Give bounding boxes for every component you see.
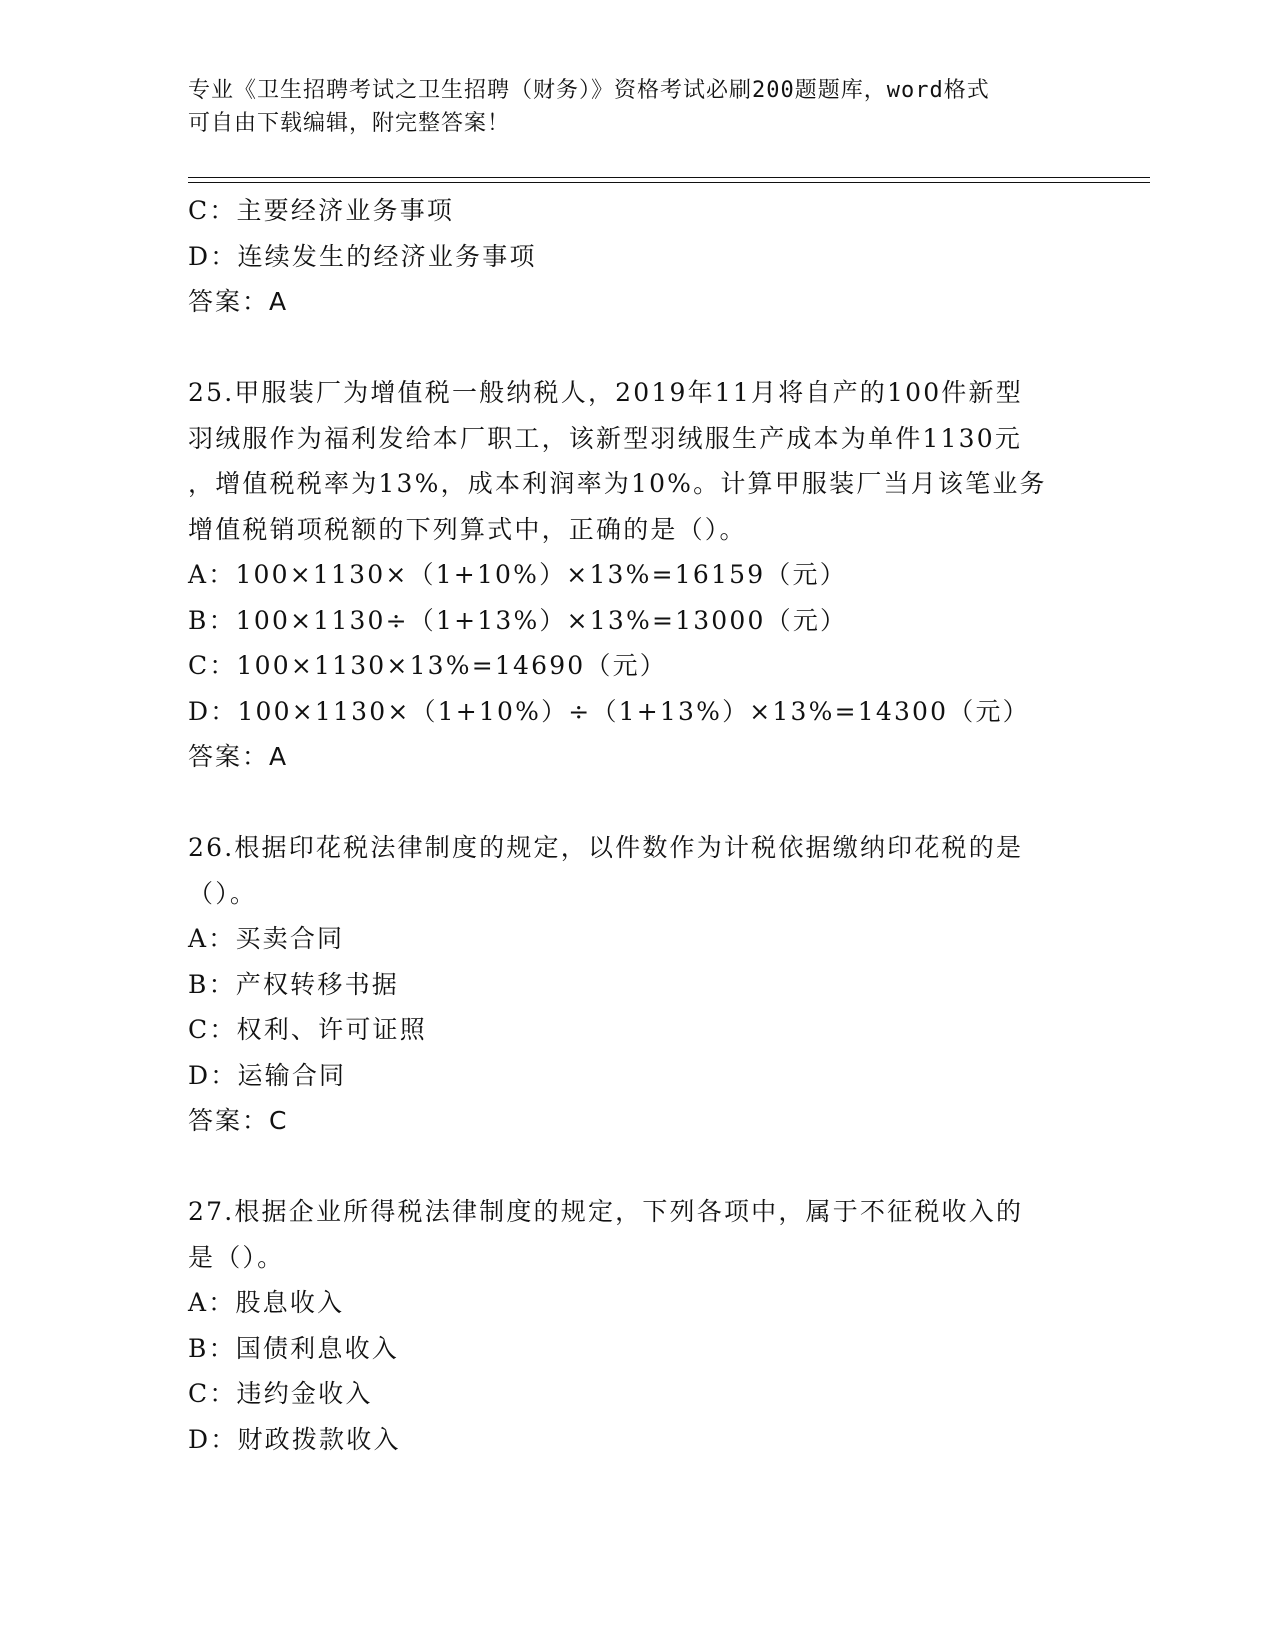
question-text-line: 是（）。	[188, 1242, 285, 1272]
question-text-line: ，增值税税率为13%，成本利润率为10%。计算甲服装厂当月该笔业务	[188, 469, 1047, 498]
answer-line: 答案：C	[188, 1106, 289, 1135]
option-d: D：运输合同	[188, 1060, 347, 1090]
answer-line: 答案：A	[188, 287, 289, 316]
question-text-line: 增值税销项税额的下列算式中，正确的是（）。	[188, 514, 747, 544]
question-text-line: 25.甲服装厂为增值税一般纳税人，2019年11月将自产的100件新型	[188, 378, 1023, 407]
option-a: A：买卖合同	[188, 924, 345, 953]
option-d: D：100×1130×（1+10%）÷（1+13%）×13%=14300（元）	[188, 696, 1030, 726]
option-b: B：国债利息收入	[188, 1333, 399, 1363]
previous-question-tail	[188, 188, 1088, 325]
option-c: C：主要经济业务事项	[188, 196, 455, 225]
option-d: D：财政拨款收入	[188, 1424, 401, 1454]
option-d: D：连续发生的经济业务事项	[188, 241, 537, 271]
question-25	[188, 370, 1088, 780]
option-c: C：权利、许可证照	[188, 1015, 427, 1044]
document-header	[188, 74, 1088, 140]
option-a: A：100×1130×（1+10%）×13%=16159（元）	[188, 560, 847, 589]
header-line-2: 可自由下载编辑，附完整答案！	[188, 111, 511, 136]
option-a: A：股息收入	[188, 1288, 345, 1317]
header-line-1: 专业《卫生招聘考试之卫生招聘（财务）》资格考试必刷200题题库，word格式	[188, 78, 990, 103]
header-rule-top	[188, 177, 1150, 178]
question-text-line: 27.根据企业所得税法律制度的规定，下列各项中，属于不征税收入的	[188, 1197, 1024, 1226]
question-27	[188, 1189, 1088, 1462]
question-text-line: 26.根据印花税法律制度的规定，以件数作为计税依据缴纳印花税的是	[188, 833, 1024, 862]
option-c: C：违约金收入	[188, 1379, 373, 1408]
option-c: C：100×1130×13%=14690（元）	[188, 651, 668, 680]
document-body	[188, 188, 1088, 1462]
answer-line: 答案：A	[188, 742, 289, 771]
option-b: B：100×1130÷（1+13%）×13%=13000（元）	[188, 605, 848, 635]
header-rule-bottom	[188, 182, 1150, 183]
question-text-line: 羽绒服作为福利发给本厂职工，该新型羽绒服生产成本为单件1130元	[188, 423, 1023, 453]
option-b: B：产权转移书据	[188, 969, 399, 999]
question-text-line: （）。	[188, 878, 258, 908]
question-26	[188, 825, 1088, 1144]
